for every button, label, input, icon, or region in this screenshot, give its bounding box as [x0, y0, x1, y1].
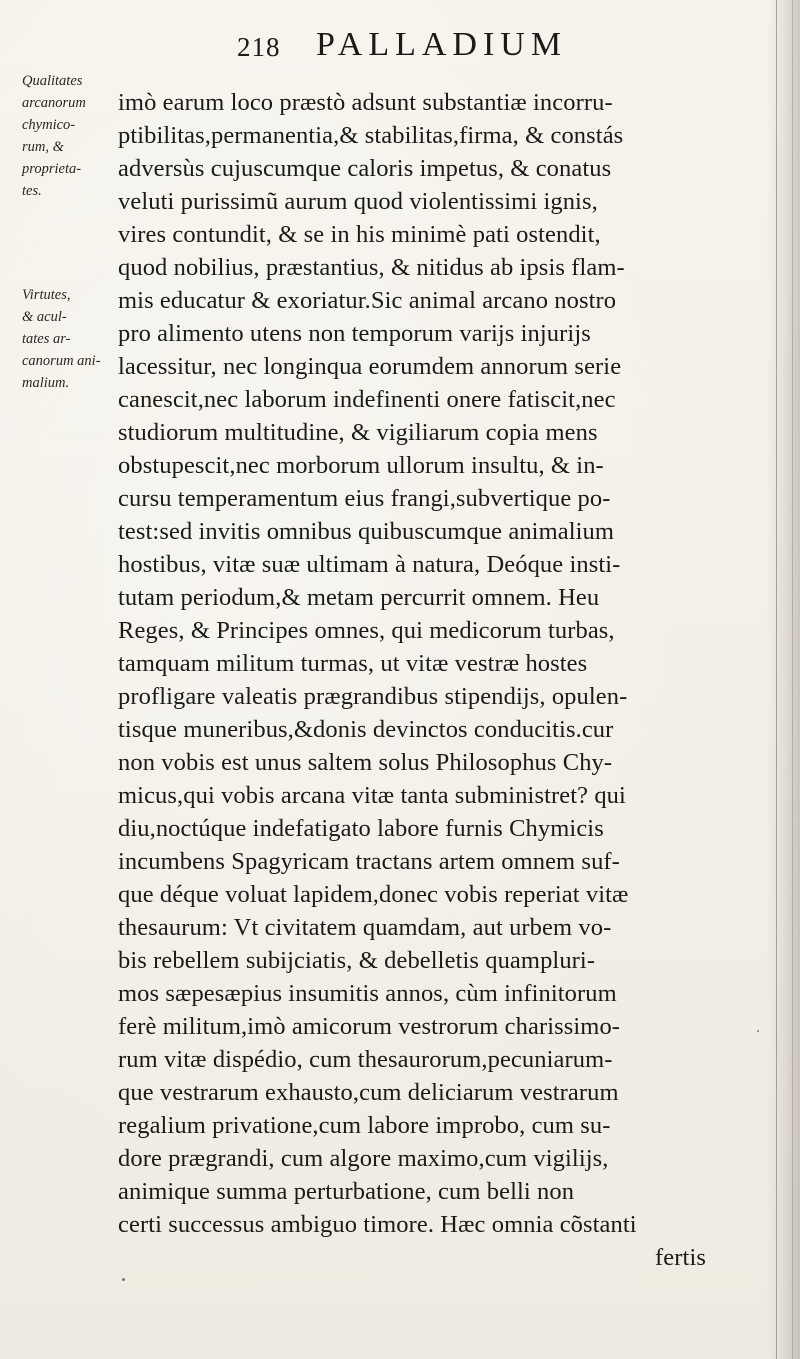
margin-note-line: & acul-	[22, 309, 67, 325]
text-line: mis educatur & exoriatur.Sic animal arcano nostro	[118, 287, 617, 314]
text-line: veluti purissimũ aurum quod violentissimi ignis,	[118, 188, 598, 215]
margin-notes	[0, 0, 110, 1359]
catchword: fertis	[655, 1244, 706, 1271]
text-line: diu,noctúque indefatigato labore furnis Chymicis	[118, 815, 604, 842]
text-line: rum vitæ dispédio, cum thesaurorum,pecuniarum-	[118, 1046, 613, 1073]
margin-note-line: malium.	[22, 375, 70, 391]
text-line: regalium privatione,cum labore improbo, cum su-	[118, 1112, 611, 1139]
text-line: tutam periodum,& metam percurrit omnem. Heu	[118, 584, 600, 611]
margin-note-virtues	[22, 284, 122, 394]
margin-note-line: proprieta-	[22, 161, 82, 177]
margin-note-line: chymico-	[22, 117, 76, 133]
text-line: que déque voluat lapidem,donec vobis reperiat vitæ	[118, 881, 629, 908]
page-number: 218	[237, 32, 281, 62]
text-line: micus,qui vobis arcana vitæ tanta subministret? qui	[118, 782, 626, 809]
text-line: cursu temperamentum eius frangi,subvertique po-	[118, 485, 611, 512]
text-line: ferè militum,imò amicorum vestrorum charissimo-	[118, 1013, 621, 1040]
text-line: que vestrarum exhausto,cum deliciarum vestrarum	[118, 1079, 619, 1106]
text-line: tamquam militum turmas, ut vitæ vestræ hostes	[118, 650, 588, 677]
text-line: non vobis est unus saltem solus Philosophus Chy-	[118, 749, 613, 776]
text-line: pro alimento utens non temporum varijs injurijs	[118, 320, 591, 347]
text-line: profligare valeatis prægrandibus stipendijs, opulen-	[118, 683, 628, 710]
text-line: tisque muneribus,&donis devinctos conducitis.cur	[118, 716, 614, 743]
body-text	[118, 86, 798, 1274]
margin-note-line: Virtutes,	[22, 287, 71, 303]
text-line: canescit,nec laborum indefinenti onere fatiscit,nec	[118, 386, 616, 413]
text-line: vires contundit, & se in his minimè pati ostendit,	[118, 221, 601, 248]
text-line: Reges, & Principes omnes, qui medicorum turbas,	[118, 617, 615, 644]
ink-speck	[757, 1030, 759, 1032]
text-line: lacessitur, nec longinqua eorumdem annorum serie	[118, 353, 622, 380]
margin-note-line: rum, &	[22, 139, 64, 155]
text-line: thesaurum: Vt civitatem quamdam, aut urbem vo-	[118, 914, 612, 941]
text-line: adversùs cujuscumque caloris impetus, & conatus	[118, 155, 612, 182]
margin-note-line: canorum ani-	[22, 353, 101, 369]
margin-note-qualities	[22, 70, 122, 202]
text-line: imò earum loco præstò adsunt substantiæ incorru-	[118, 89, 613, 116]
text-line: hostibus, vitæ suæ ultimam à natura, Deóque insti-	[118, 551, 621, 578]
margin-note-line: Qualitates	[22, 73, 83, 89]
margin-note-line: tes.	[22, 183, 42, 199]
margin-note-line: arcanorum	[22, 95, 86, 111]
text-line: dore prægrandi, cum algore maximo,cum vigilijs,	[118, 1145, 609, 1172]
text-line: ptibilitas,permanentia,& stabilitas,firma, & constás	[118, 122, 624, 149]
text-line: incumbens Spagyricam tractans artem omnem suf-	[118, 848, 620, 875]
ink-speck	[122, 1278, 125, 1281]
text-line: test:sed invitis omnibus quibuscumque animalium	[118, 518, 615, 545]
running-title: PALLADIUM	[316, 26, 568, 63]
text-line: certi successus ambiguo timore. Hæc omnia cõstanti	[118, 1211, 637, 1238]
text-line: animique summa perturbatione, cum belli non	[118, 1178, 575, 1205]
margin-note-line: tates ar-	[22, 331, 71, 347]
page-header	[0, 14, 800, 64]
text-line: quod nobilius, præstantius, & nitidus ab ipsis flam-	[118, 254, 625, 281]
text-line: studiorum multitudine, & vigiliarum copia mens	[118, 419, 598, 446]
text-line: bis rebellem subijciatis, & debelletis quampluri-	[118, 947, 596, 974]
text-line: obstupescit,nec morborum ullorum insultu, & in-	[118, 452, 604, 479]
text-line: mos sæpesæpius insumitis annos, cùm infinitorum	[118, 980, 617, 1007]
